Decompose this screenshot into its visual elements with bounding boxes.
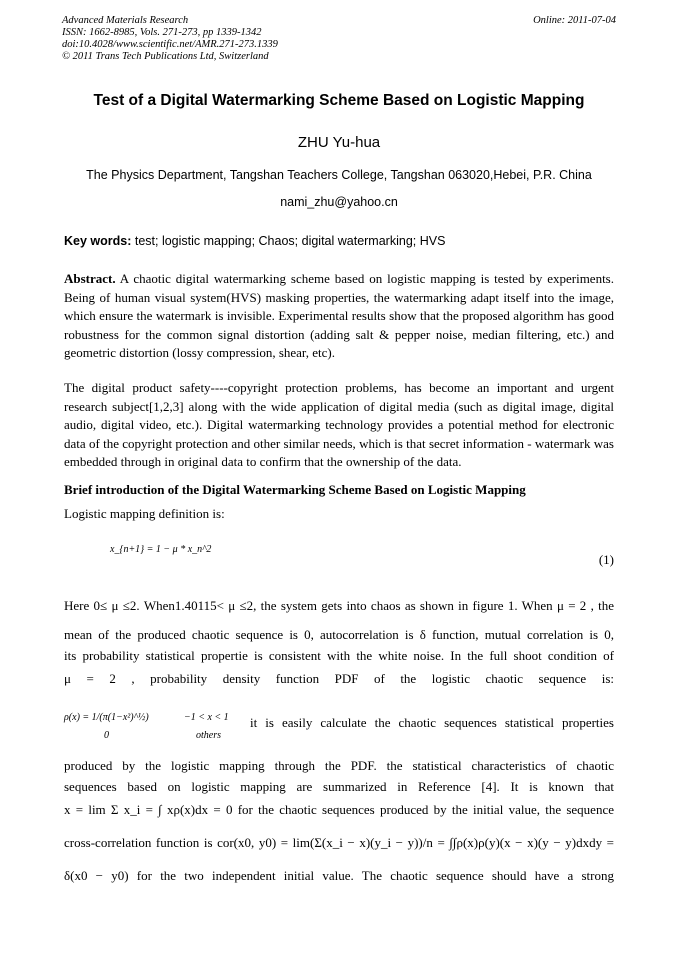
abstract xyxy=(64,270,614,363)
section-heading: Brief introduction of the Digital Watermarking Scheme Based on Logistic Mapping xyxy=(64,482,526,497)
paper-title: Test of a Digital Watermarking Scheme Based on Logistic Mapping xyxy=(93,92,585,109)
keywords-text: test; logistic mapping; Chaos; digital watermarking; HVS xyxy=(131,234,446,248)
author-email: nami_zhu@yahoo.cn xyxy=(280,195,398,209)
text-line-8: x = lim Σ x_i = ∫ xρ(x)dx = 0 for the chaotic sequences produced by the initial value, the sequence xyxy=(64,802,614,817)
pdf-row2-left: 0 xyxy=(104,730,109,741)
text-line-6: produced by the logistic mapping through the PDF. the statistical characteristics of chaotic xyxy=(64,758,614,773)
text-line-10: δ(x0 − y0) for the two independent initial value. The chaotic sequence should have a strong xyxy=(64,868,614,883)
text-line-7: sequences based on logistic mapping are summarized in Reference [4]. It is known that xyxy=(64,779,614,794)
text-line-3: its probability statistical propertie is consistent with the white noise. In the full shoot condition of xyxy=(64,648,614,663)
journal-issn: ISSN: 1662-8985, Vols. 271-273, pp 1339-1342 xyxy=(62,27,262,38)
journal-header xyxy=(62,15,278,63)
equation-logistic: x_{n+1} = 1 − μ * x_n^2 xyxy=(110,544,212,555)
journal-doi: doi:10.4028/www.scientific.net/AMR.271-273.1339 xyxy=(62,39,278,50)
journal-name: Advanced Materials Research xyxy=(62,15,189,26)
keywords-label: Key words: xyxy=(64,234,132,248)
keywords xyxy=(64,234,445,248)
text-line-1: Here 0≤ μ ≤2. When1.40115< μ ≤2, the system gets into chaos as shown in figure 1. When μ = 2 , the xyxy=(64,598,614,613)
text-line-5: it is easily calculate the chaotic sequences statistical properties xyxy=(250,715,614,730)
text-line-9: cross-correlation function is cor(x0, y0) = lim(Σ(x_i − x)(y_i − y))/n = ∫∫ρ(x)ρ(y)(x − x)(y − y)dxdy = xyxy=(64,835,614,850)
definition-text: Logistic mapping definition is: xyxy=(64,506,225,521)
text-line-2: mean of the produced chaotic sequence is 0, autocorrelation is δ function, mutual correlation is 0, xyxy=(64,627,614,642)
author-name: ZHU Yu-hua xyxy=(297,134,381,151)
online-date: Online: 2011-07-04 xyxy=(533,15,616,26)
text-line-4: μ = 2 , probability density function PDF of the logistic chaotic sequence is: xyxy=(64,671,614,686)
intro-paragraph: The digital product safety----copyright protection problems, has become an important and urgent research subject[1,2,3] along with the wide application of digital media (such as digital image, digital audio, digital video, etc.). Digital watermarking technology provides a potential method for electronic data of the copyright protection and other similar needs, which is that secret information - watermark was embedded through in original data to confirm that the ownership of the data. xyxy=(64,380,614,469)
pdf-formula xyxy=(64,710,244,746)
equation-number: (1) xyxy=(598,552,614,567)
pdf-row1-right: −1 < x < 1 xyxy=(184,712,229,723)
pdf-row1-left: ρ(x) = 1/(π(1−x²)^½) xyxy=(64,712,149,723)
abstract-text: A chaotic digital watermarking scheme based on logistic mapping is tested by experiments. Being of human visual system(HVS) masking properties, the watermarking adapt itself into the image, which ensure the watermark is invisible. Experimental results show that the proposed algorithm has good robustness for the common signal distortion (adding salt & pepper noise, median filtering, etc.) and geometric distortion (lossy compression, shear, etc). xyxy=(64,271,614,360)
journal-copyright: © 2011 Trans Tech Publications Ltd, Switzerland xyxy=(62,51,269,62)
affiliation: The Physics Department, Tangshan Teachers College, Tangshan 063020,Hebei, P.R. China xyxy=(86,168,592,182)
abstract-label: Abstract. xyxy=(64,271,116,286)
pdf-row2-right: others xyxy=(196,730,221,741)
